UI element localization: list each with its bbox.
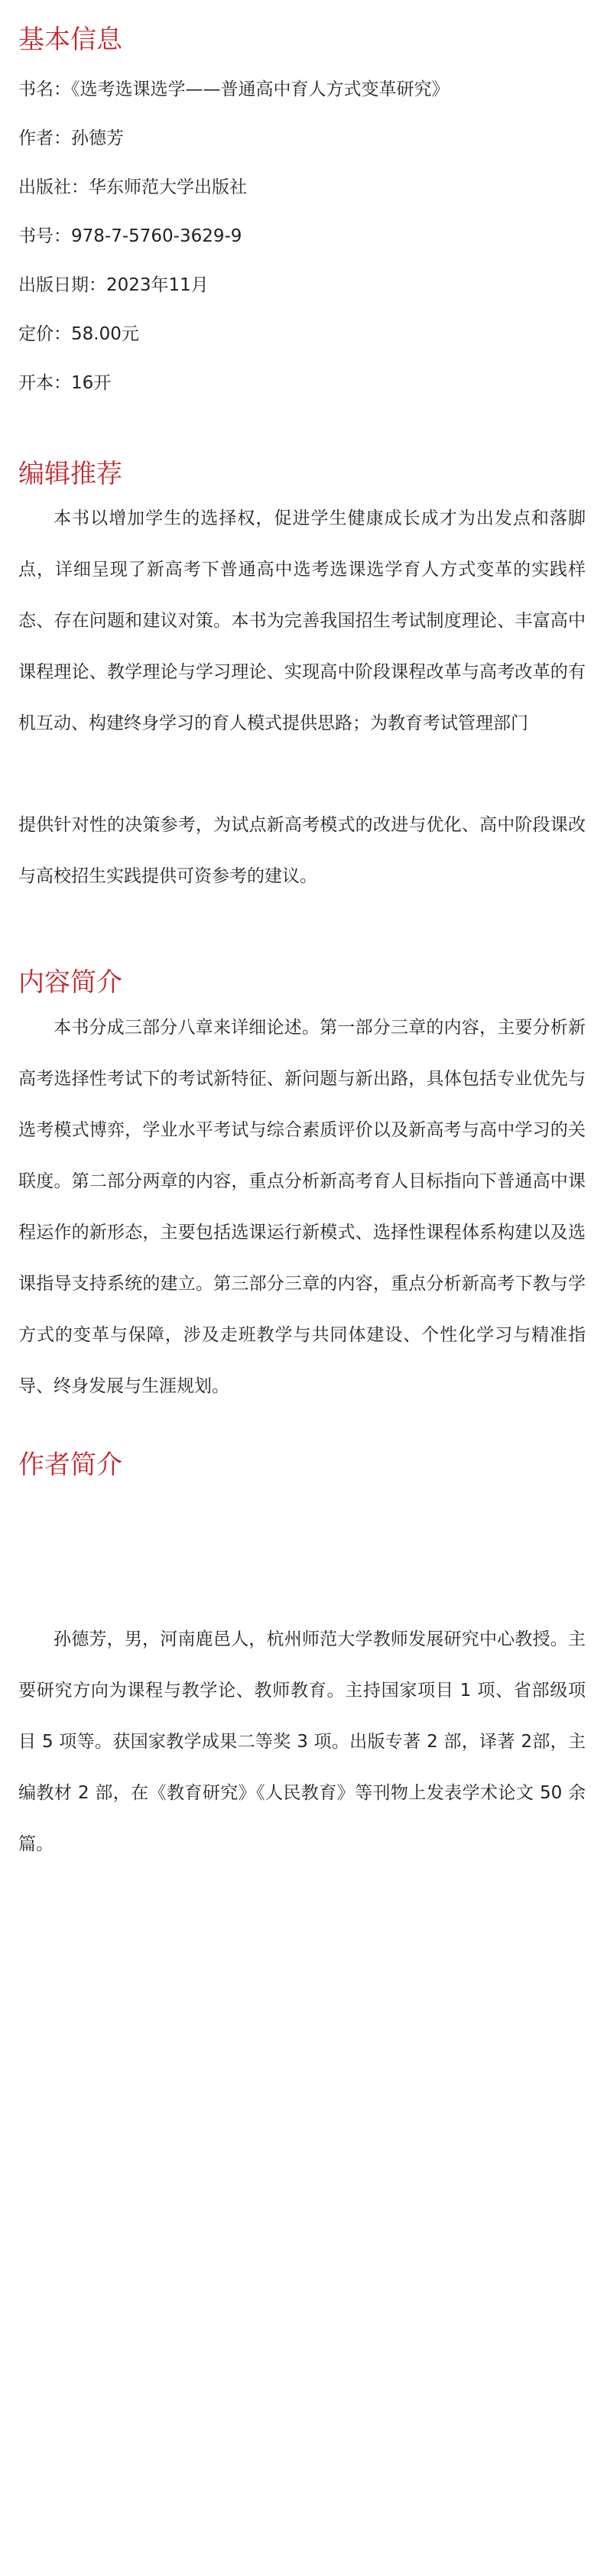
content-summary-section <box>18 966 586 1394</box>
basic-info-section <box>18 23 586 405</box>
author-intro-paragraph: 孙德芳，男，河南鹿邑人，杭州师范大学教师发展研究中心教授。主要研究方向为课程与教学论、教师教育。主持国家项目 1 项、省部级项目 5 项等。获国家教学成果二等奖 3 项。出版专著 2 部，译著 2部，主编教材 2 部，在《教育研究》《人民教育》等刊物上发表学术论文 50 余篇。 <box>18 1629 586 1854</box>
basic-info-heading: 基本信息 <box>18 24 122 55</box>
editor-recommendation-paragraph-2: 提供针对性的决策参考，为试点新高考模式的改进与优化、高中阶段课改与高校招生实践提供可资参考的建议。 <box>18 815 586 886</box>
content-summary-paragraph: 本书分成三部分八章来详细论述。第一部分三章的内容，主要分析新高考选择性考试下的考试新特征、新问题与新出路，具体包括专业优先与选考模式博弈，学业水平考试与综合素质评价以及新高考与高中学习的关联度。第二部分两章的内容，重点分析新高考育人目标指向下普通高中课程运作的新形态，主要包括选课运行新模式、选择性课程体系构建以及选课指导支持系统的建立。第三部分三章的内容，重点分析新高考下教与学方式的变革与保障，涉及走班教学与共同体建设、个性化学习与精准指导、终身发展与生涯规划。 <box>18 1018 586 1396</box>
editor-recommendation-section <box>18 457 586 931</box>
info-publish-date: 出版日期：2023年11月 <box>18 275 209 295</box>
info-title: 书名：《选考选课选学——普通高中育人方式变革研究》 <box>18 80 450 99</box>
author-intro-heading: 作者简介 <box>18 1450 122 1480</box>
author-intro-section <box>18 1448 586 1854</box>
info-publisher: 出版社：华东师范大学出版社 <box>18 177 247 197</box>
info-author: 作者：孙德芳 <box>18 128 124 148</box>
info-price: 定价：58.00元 <box>18 324 139 344</box>
content-summary-heading: 内容简介 <box>18 967 122 998</box>
info-format: 开本：16开 <box>18 373 112 393</box>
editor-recommendation-paragraph-1: 本书以增加学生的选择权，促进学生健康成长成才为出发点和落脚点，详细呈现了新高考下普通高中选考选课选学育人方式变革的实践样态、存在问题和建议对策。本书为完善我国招生考试制度理论、丰富高中课程理论、教学理论与学习理论、实现高中阶段课程改革与高考改革的有机互动、构建终身学习的育人模式提供思路；为教育考试管理部门 <box>18 508 586 733</box>
editor-recommendation-heading: 编辑推荐 <box>18 459 122 489</box>
info-isbn: 书号：978-7-5760-3629-9 <box>18 226 242 246</box>
